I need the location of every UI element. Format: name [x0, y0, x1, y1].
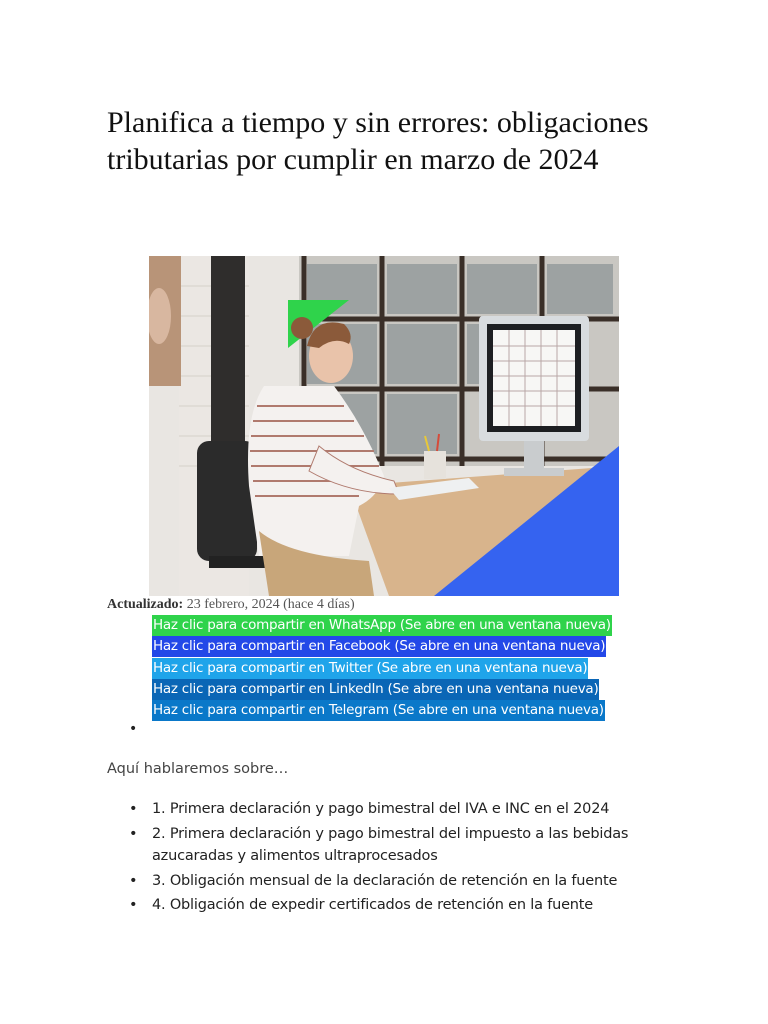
toc-intro: Aquí hablaremos sobre…	[107, 761, 289, 777]
share-facebook-link[interactable]: Haz clic para compartir en Facebook (Se abre en una ventana nueva)	[152, 636, 606, 657]
updated-label: Actualizado:	[107, 597, 184, 612]
toc-item[interactable]: • 4. Obligación de expedir certificados de retención en la fuente	[129, 894, 649, 917]
toc-item[interactable]: • 3. Obligación mensual de la declaración de retención en la fuente	[129, 870, 649, 893]
share-links	[152, 614, 612, 720]
share-whatsapp-link[interactable]: Haz clic para compartir en WhatsApp (Se abre en una ventana nueva)	[152, 615, 612, 636]
toc-item[interactable]: • 1. Primera declaración y pago bimestral del IVA e INC en el 2024	[129, 798, 649, 821]
hero-image	[149, 256, 619, 596]
share-linkedin-link[interactable]: Haz clic para compartir en LinkedIn (Se abre en una ventana nueva)	[152, 679, 599, 700]
article-title: Planifica a tiempo y sin errores: obligaciones tributarias por cumplir en marzo de 2024	[107, 106, 649, 176]
updated-value: 23 febrero, 2024 (hace 4 días)	[186, 597, 355, 612]
share-telegram-link[interactable]: Haz clic para compartir en Telegram (Se abre en una ventana nueva)	[152, 700, 605, 721]
updated-date	[107, 597, 355, 613]
toc-item[interactable]: • 2. Primera declaración y pago bimestral del impuesto a las bebidas azucaradas y alimentos ultraprocesados	[129, 823, 649, 868]
share-twitter-link[interactable]: Haz clic para compartir en Twitter (Se abre en una ventana nueva)	[152, 658, 588, 679]
empty-list-bullet: •	[129, 721, 138, 737]
table-of-contents	[129, 798, 649, 919]
